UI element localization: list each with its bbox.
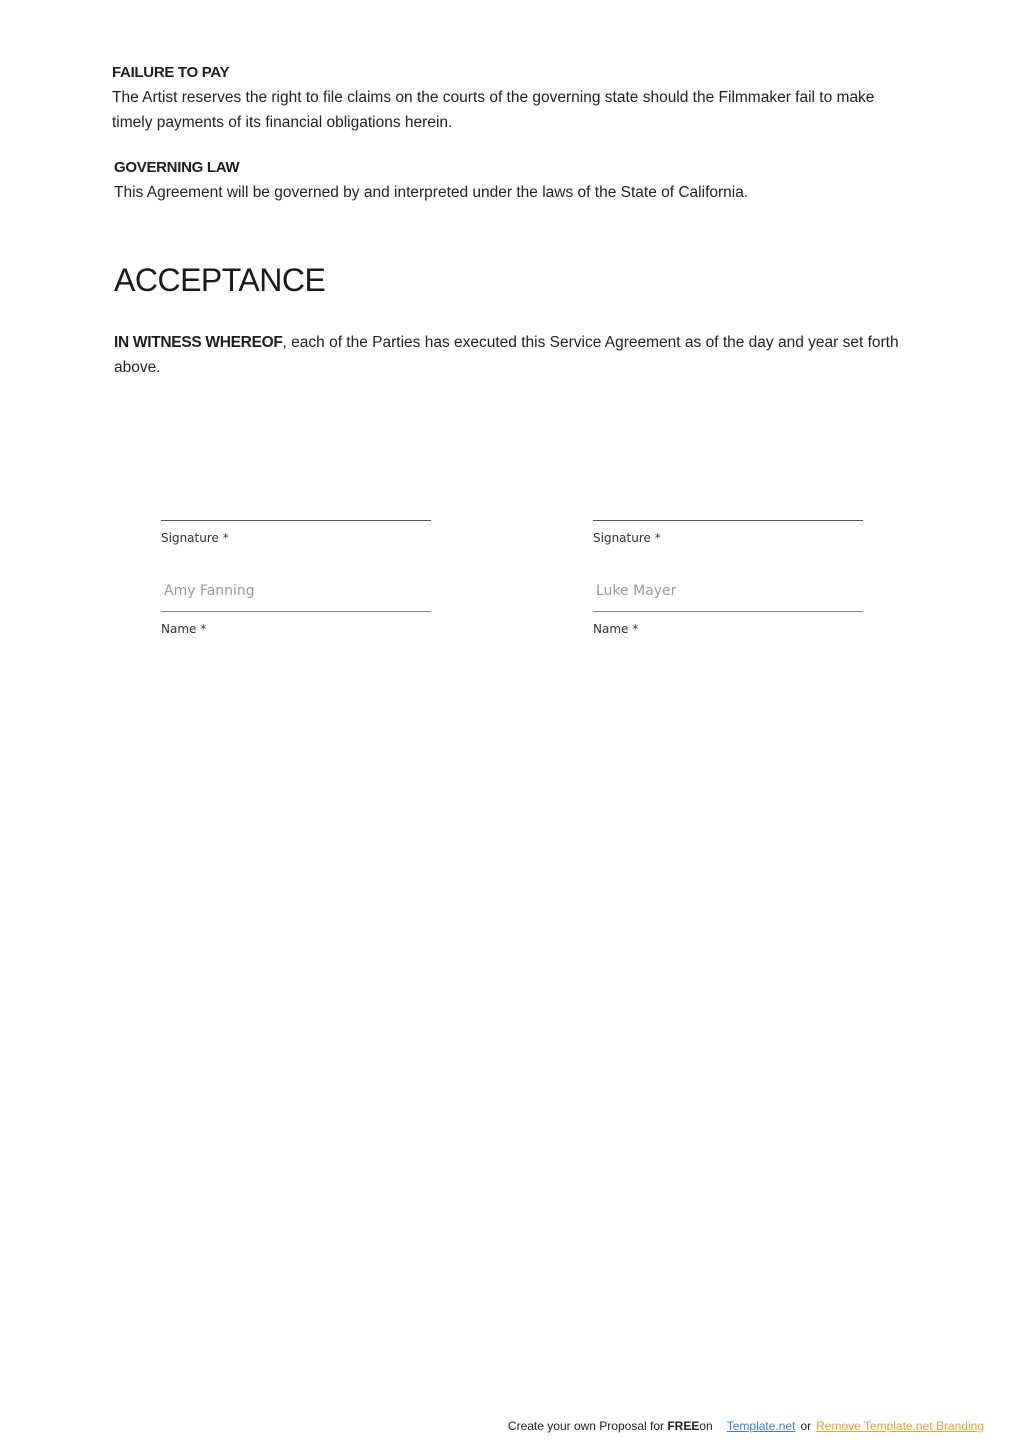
name-underline xyxy=(593,611,863,612)
witness-bold: IN WITNESS WHEREOF xyxy=(114,334,283,351)
witness-text: , each of the Parties has executed this Service Agreement as of the day and year set forth above. xyxy=(114,334,899,376)
section-failure-to-pay xyxy=(112,60,912,135)
signature-block-left xyxy=(161,450,431,650)
name-label: Name * xyxy=(161,622,207,636)
remove-branding-link[interactable]: Remove Template.net Branding xyxy=(816,1419,984,1433)
name-field[interactable]: Luke Mayer xyxy=(596,583,677,599)
section-heading: GOVERNING LAW xyxy=(114,159,240,176)
footer-free: FREE xyxy=(667,1419,700,1433)
signature-block-right xyxy=(593,450,863,650)
name-label: Name * xyxy=(593,622,639,636)
signature-line[interactable] xyxy=(161,520,431,521)
section-body: This Agreement will be governed by and interpreted under the laws of the State of California. xyxy=(114,184,749,201)
footer-or: or xyxy=(800,1419,812,1433)
witness-paragraph xyxy=(114,330,914,380)
section-body: The Artist reserves the right to file claims on the courts of the governing state should the Filmmaker fail to make timely payments of its financial obligations herein. xyxy=(112,89,875,131)
name-field[interactable]: Amy Fanning xyxy=(164,583,255,599)
signature-label: Signature * xyxy=(161,531,229,545)
template-net-link[interactable]: Template.net xyxy=(726,1419,796,1433)
section-governing-law xyxy=(114,155,914,205)
section-heading: FAILURE TO PAY xyxy=(112,64,230,81)
acceptance-heading: ACCEPTANCE xyxy=(114,262,326,298)
signature-line[interactable] xyxy=(593,520,863,521)
footer-on: on xyxy=(699,1419,713,1433)
signature-label: Signature * xyxy=(593,531,661,545)
footer-prefix: Create your own Proposal for xyxy=(507,1419,668,1433)
name-underline xyxy=(161,611,431,612)
branding-footer xyxy=(508,1419,984,1433)
